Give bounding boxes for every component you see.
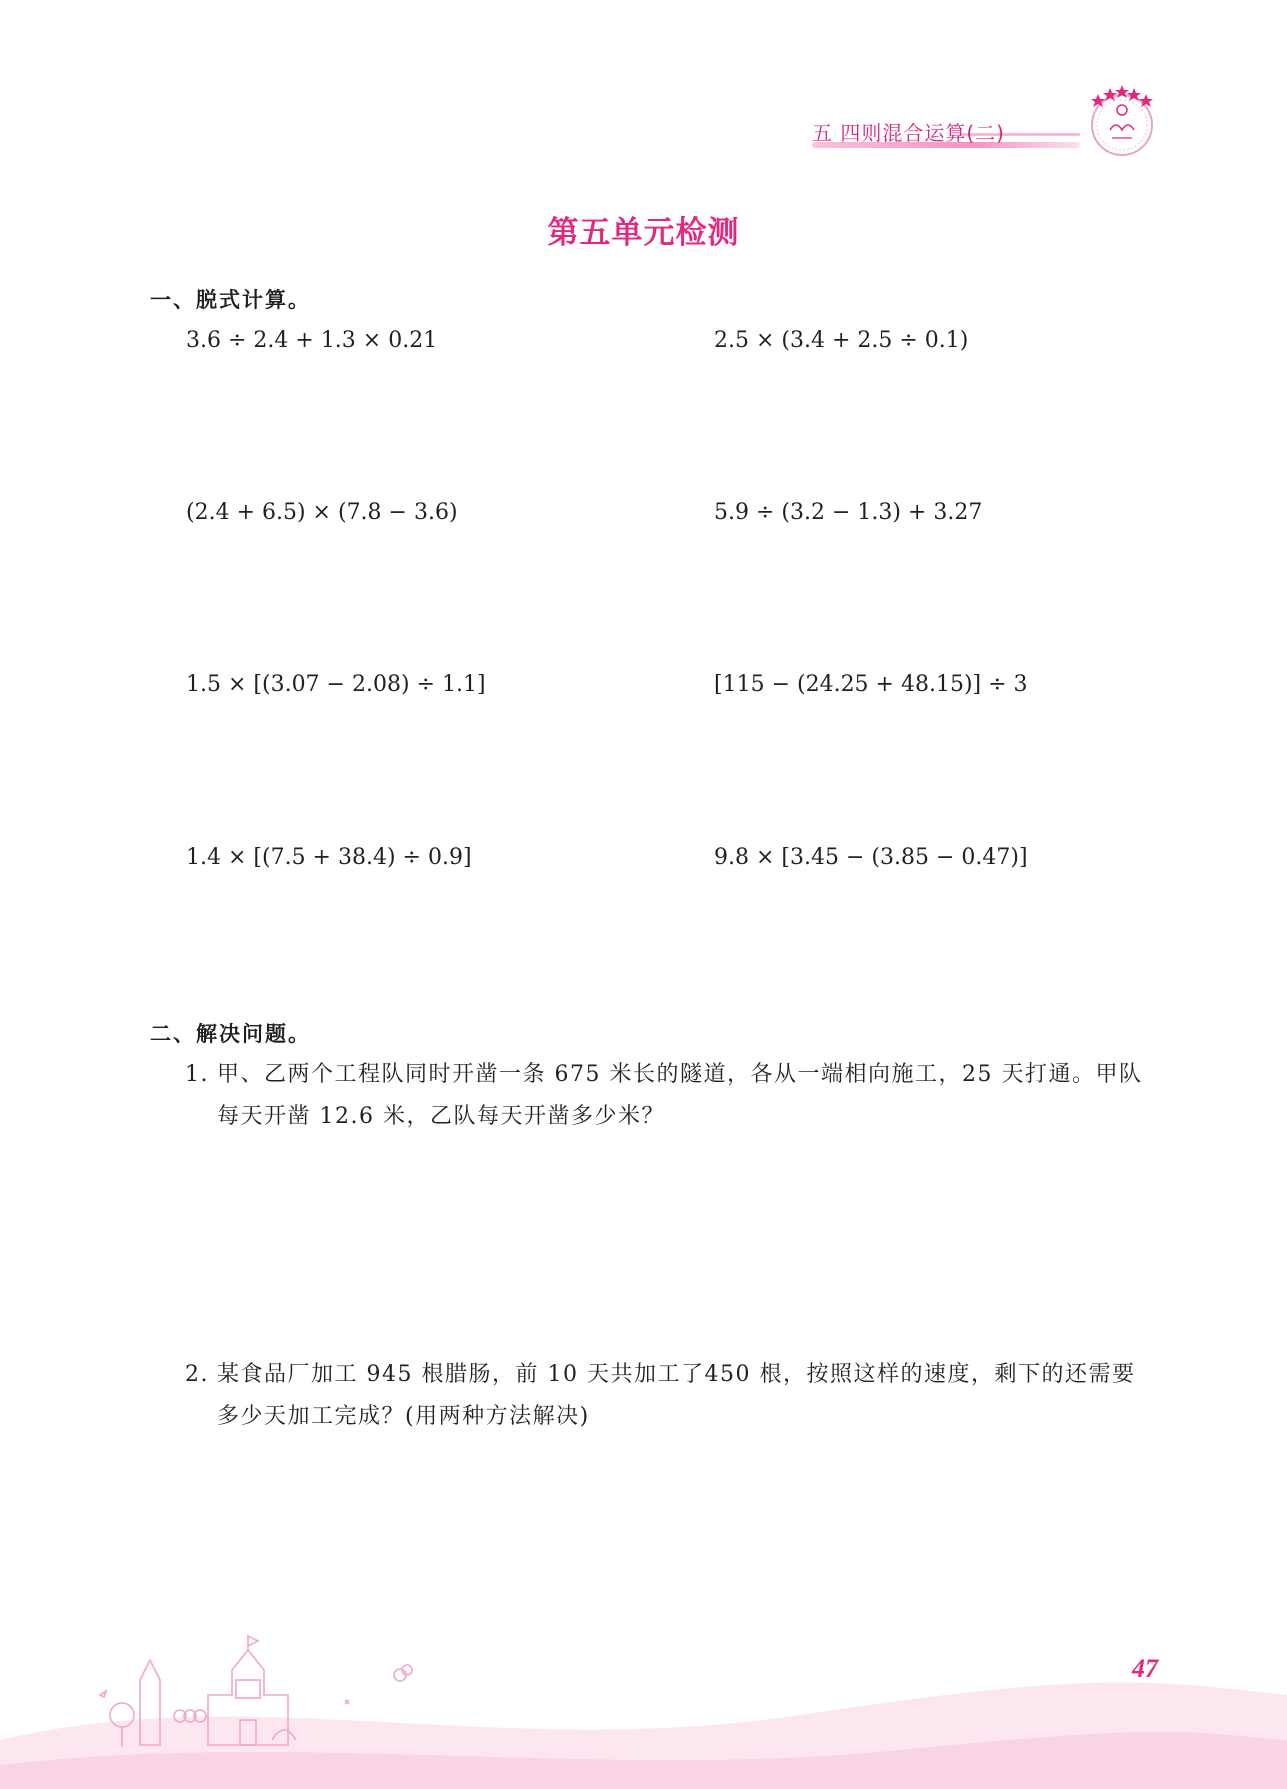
star-badge-logo-icon xyxy=(1082,80,1162,160)
expression-5: 1.5 × [(3.07 − 2.08) ÷ 1.1] xyxy=(186,672,486,697)
problem-number: 2. xyxy=(185,1362,209,1387)
word-problem-1-line1 xyxy=(185,1054,1165,1096)
word-problem-1 xyxy=(185,1054,1165,1138)
section-heading-problems: 二、解决问题。 xyxy=(150,1022,311,1046)
expression-2: 2.5 × (3.4 + 2.5 ÷ 0.1) xyxy=(714,328,969,353)
chapter-tab: 五 四则混合运算(二) xyxy=(812,121,1005,145)
page-number: 47 xyxy=(1132,1654,1158,1683)
problem-text: 某食品厂加工 945 根腊肠，前 10 天共加工了450 根，按照这样的速度，剩下的还需要 xyxy=(217,1362,1136,1387)
problem-text: 甲、乙两个工程队同时开凿一条 675 米长的隧道，各从一端相向施工，25 天打通。甲队 xyxy=(217,1062,1143,1087)
word-problem-2-line1 xyxy=(185,1354,1165,1396)
expression-6: [115 − (24.25 + 48.15)] ÷ 3 xyxy=(714,672,1028,697)
castle-landscape-decoration xyxy=(0,1620,1287,1789)
expression-1: 3.6 ÷ 2.4 + 1.3 × 0.21 xyxy=(186,328,438,353)
word-problem-2-line2: 多少天加工完成？(用两种方法解决) xyxy=(217,1404,590,1429)
expression-8: 9.8 × [3.45 − (3.85 − 0.47)] xyxy=(714,845,1028,870)
word-problem-2 xyxy=(185,1354,1165,1438)
expression-7: 1.4 × [(7.5 + 38.4) ÷ 0.9] xyxy=(186,845,472,870)
expression-3: (2.4 + 6.5) × (7.8 − 3.6) xyxy=(186,500,458,525)
page-title: 第五单元检测 xyxy=(547,215,740,251)
expression-4: 5.9 ÷ (3.2 − 1.3) + 3.27 xyxy=(714,500,983,525)
problem-number: 1. xyxy=(185,1062,209,1087)
word-problem-1-line2: 每天开凿 12.6 米，乙队每天开凿多少米？ xyxy=(217,1104,665,1129)
section-heading-calculation: 一、脱式计算。 xyxy=(150,288,311,312)
